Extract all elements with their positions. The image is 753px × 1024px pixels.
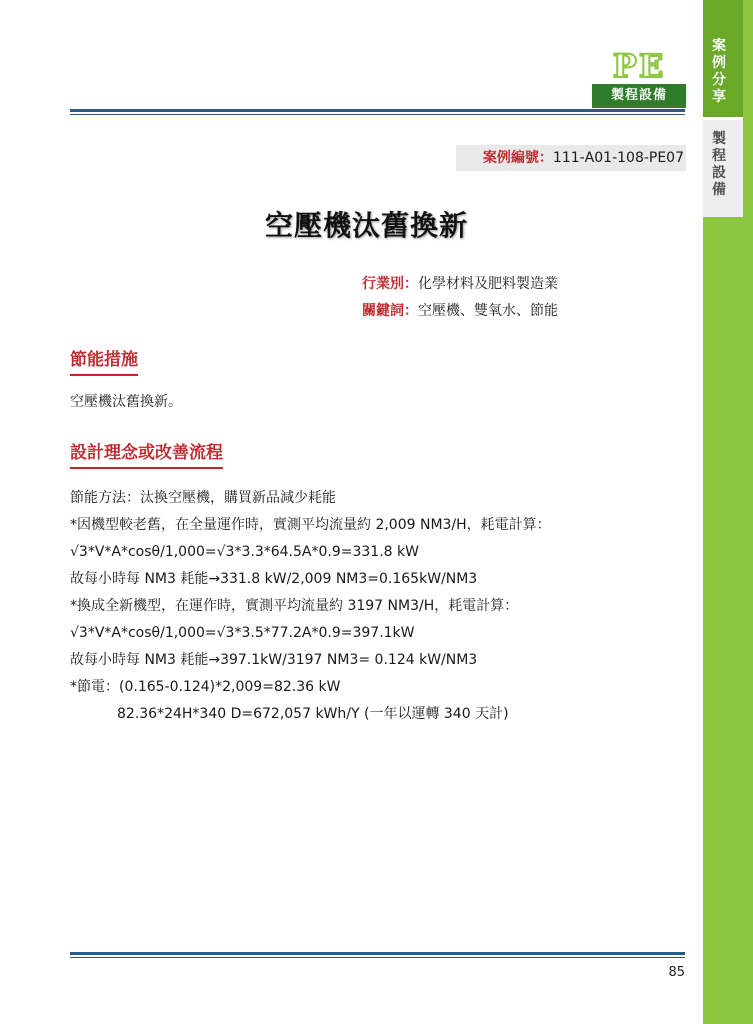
side-tab-case-share-label: 案例分享 <box>712 38 726 105</box>
body-line: √3*V*A*cosθ/1,000=√3*3.5*77.2A*0.9=397.1kW <box>70 625 415 641</box>
body-line: 故每小時每 NM3 耗能→331.8 kW/2,009 NM3=0.165kW/NM3 <box>70 571 478 587</box>
keywords-row <box>362 301 558 321</box>
industry-row <box>362 274 558 294</box>
body-line: 節能方法：汰換空壓機，購買新品減少耗能 <box>70 490 336 506</box>
industry-value: 化學材料及肥料製造業 <box>418 276 558 292</box>
page-title: 空壓機汰舊換新 <box>264 209 468 242</box>
page-number: 85 <box>668 965 685 980</box>
body-line: *因機型較老舊，在全量運作時，實測平均流量約 2,009 NM3/H，耗電計算： <box>70 517 551 533</box>
body-line: 82.36*24H*340 D=672,057 kWh/Y (一年以運轉 340 天計) <box>117 706 509 722</box>
logo-section-label: 製程設備 <box>592 84 686 108</box>
body-line: *換成全新機型，在運作時，實測平均流量約 3197 NM3/H，耗電計算： <box>70 598 519 614</box>
pe-logo-icon <box>592 50 686 82</box>
section-text-measures: 空壓機汰舊換新。 <box>70 394 182 410</box>
industry-label: 行業別： <box>362 276 418 292</box>
body-line: *節電：(0.165-0.124)*2,009=82.36 kW <box>70 679 341 695</box>
section-heading-design: 設計理念或改善流程 <box>70 441 223 469</box>
footer-rule <box>70 952 685 958</box>
header-rule <box>70 109 685 115</box>
body-line: √3*V*A*cosθ/1,000=√3*3.3*64.5A*0.9=331.8 kW <box>70 544 419 560</box>
case-number-value: 111-A01-108-PE07 <box>552 150 684 166</box>
keywords-value: 空壓機、雙氧水、節能 <box>418 303 558 319</box>
keywords-label: 關鍵詞： <box>362 303 418 319</box>
case-number-label: 案例編號： <box>482 150 553 166</box>
case-number <box>456 145 686 171</box>
design-body <box>70 485 690 728</box>
body-line: 故每小時每 NM3 耗能→397.1kW/3197 NM3= 0.124 kW/NM3 <box>70 652 478 668</box>
section-heading-measures: 節能措施 <box>70 348 138 376</box>
pe-logo-mark: PE <box>612 50 666 82</box>
side-tab-process-equipment-label: 製程設備 <box>712 131 726 198</box>
